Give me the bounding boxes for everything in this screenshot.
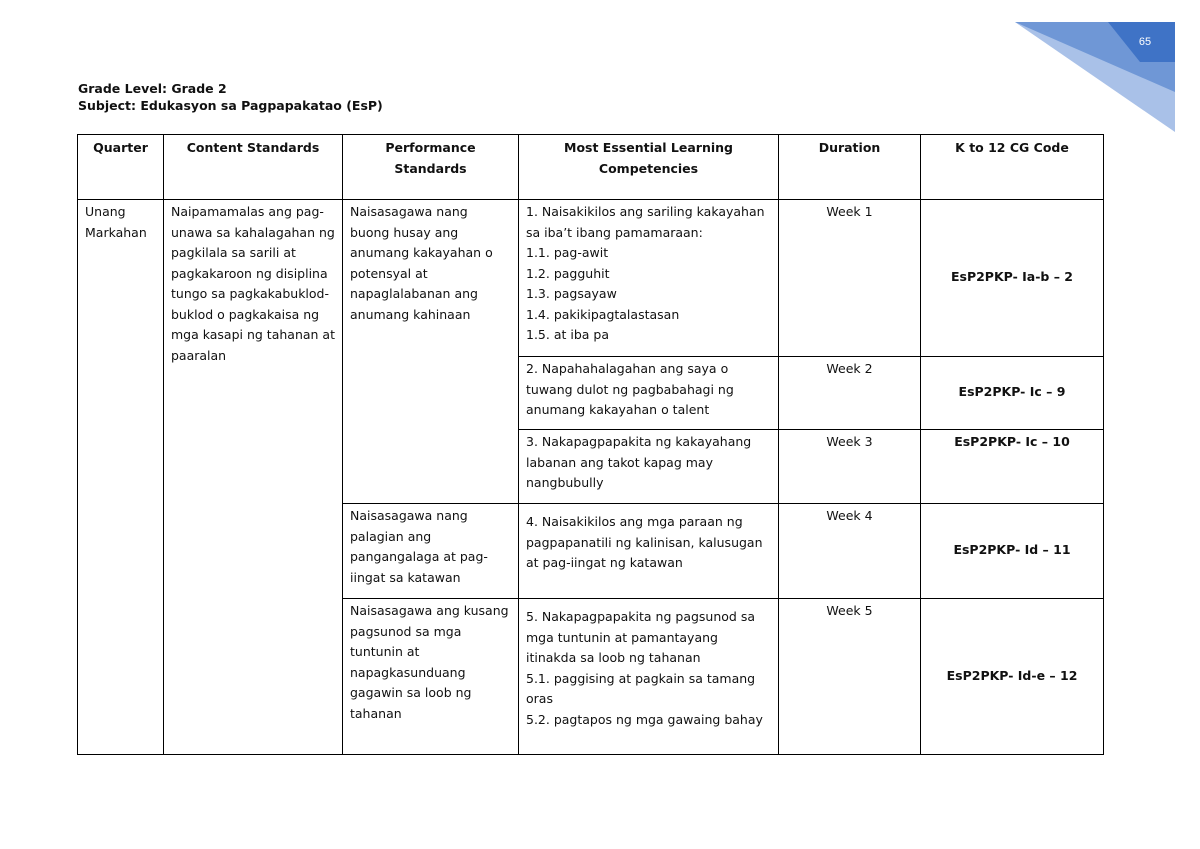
subject: Subject: Edukasyon sa Pagpapakatao (EsP) — [78, 98, 383, 113]
cg-code-cell: EsP2PKP- Id – 11 — [921, 504, 1104, 599]
cg-code-cell: EsP2PKP- Ic – 10 — [921, 430, 1104, 504]
duration-cell: Week 1 — [779, 200, 921, 357]
grade-level: Grade Level: Grade 2 — [78, 81, 227, 96]
column-header-duration: Duration — [779, 135, 921, 200]
document-header — [78, 80, 383, 114]
table-header-row — [78, 135, 1104, 200]
content-standard-cell: Naipamamalas ang pag-unawa sa kahalagahan ng pagkilala sa sarili at pagkakaroon ng disiplina tungo sa pagkakabuklod-buklod o pagkakaisa ng mga kasapi ng tahanan at paaralan — [164, 200, 343, 755]
corner-decoration — [0, 0, 1200, 140]
competency-cell: 1. Naisakikilos ang sariling kakayahan sa iba’t ibang pamamaraan: 1.1. pag-awit 1.2. pagguhit 1.3. pagsayaw 1.4. pakikipagtalastasan 1.5. at iba pa — [519, 200, 779, 357]
duration-cell: Week 4 — [779, 504, 921, 599]
performance-standard-cell: Naisasagawa ang kusang pagsunod sa mga tuntunin at napagkasunduang gagawin sa loob ng tahanan — [343, 599, 519, 755]
performance-standard-cell: Naisasagawa nang buong husay ang anumang kakayahan o potensyal at napaglalabanan ang anumang kahinaan — [343, 200, 519, 504]
performance-standard-cell: Naisasagawa nang palagian ang pangangalaga at pag-iingat sa katawan — [343, 504, 519, 599]
cg-code-cell: EsP2PKP- Ia-b – 2 — [921, 200, 1104, 357]
column-header-cg-code: K to 12 CG Code — [921, 135, 1104, 200]
competency-cell: 4. Naisakikilos ang mga paraan ng pagpapanatili ng kalinisan, kalusugan at pag-iingat ng katawan — [519, 504, 779, 599]
column-header-performance-standards: Performance Standards — [343, 135, 519, 200]
duration-cell: Week 5 — [779, 599, 921, 755]
column-header-content-standards: Content Standards — [164, 135, 343, 200]
competency-cell: 2. Napahahalagahan ang saya o tuwang dulot ng pagbabahagi ng anumang kakayahan o talent — [519, 357, 779, 430]
duration-cell: Week 2 — [779, 357, 921, 430]
competency-cell: 5. Nakapagpapakita ng pagsunod sa mga tuntunin at pamantayang itinakda sa loob ng tahanan 5.1. paggising at pagkain sa tamang oras 5.2. pagtapos ng mga gawaing bahay — [519, 599, 779, 755]
quarter-cell: Unang Markahan — [78, 200, 164, 755]
table-row — [78, 200, 1104, 357]
page-number: 65 — [1138, 36, 1152, 48]
column-header-competencies: Most Essential Learning Competencies — [519, 135, 779, 200]
duration-cell: Week 3 — [779, 430, 921, 504]
competency-cell: 3. Nakapagpapakita ng kakayahang labanan ang takot kapag may nangbubully — [519, 430, 779, 504]
cg-code-cell: EsP2PKP- Ic – 9 — [921, 357, 1104, 430]
column-header-quarter: Quarter — [78, 135, 164, 200]
melc-table — [77, 134, 1104, 755]
cg-code-cell: EsP2PKP- Id-e – 12 — [921, 599, 1104, 755]
